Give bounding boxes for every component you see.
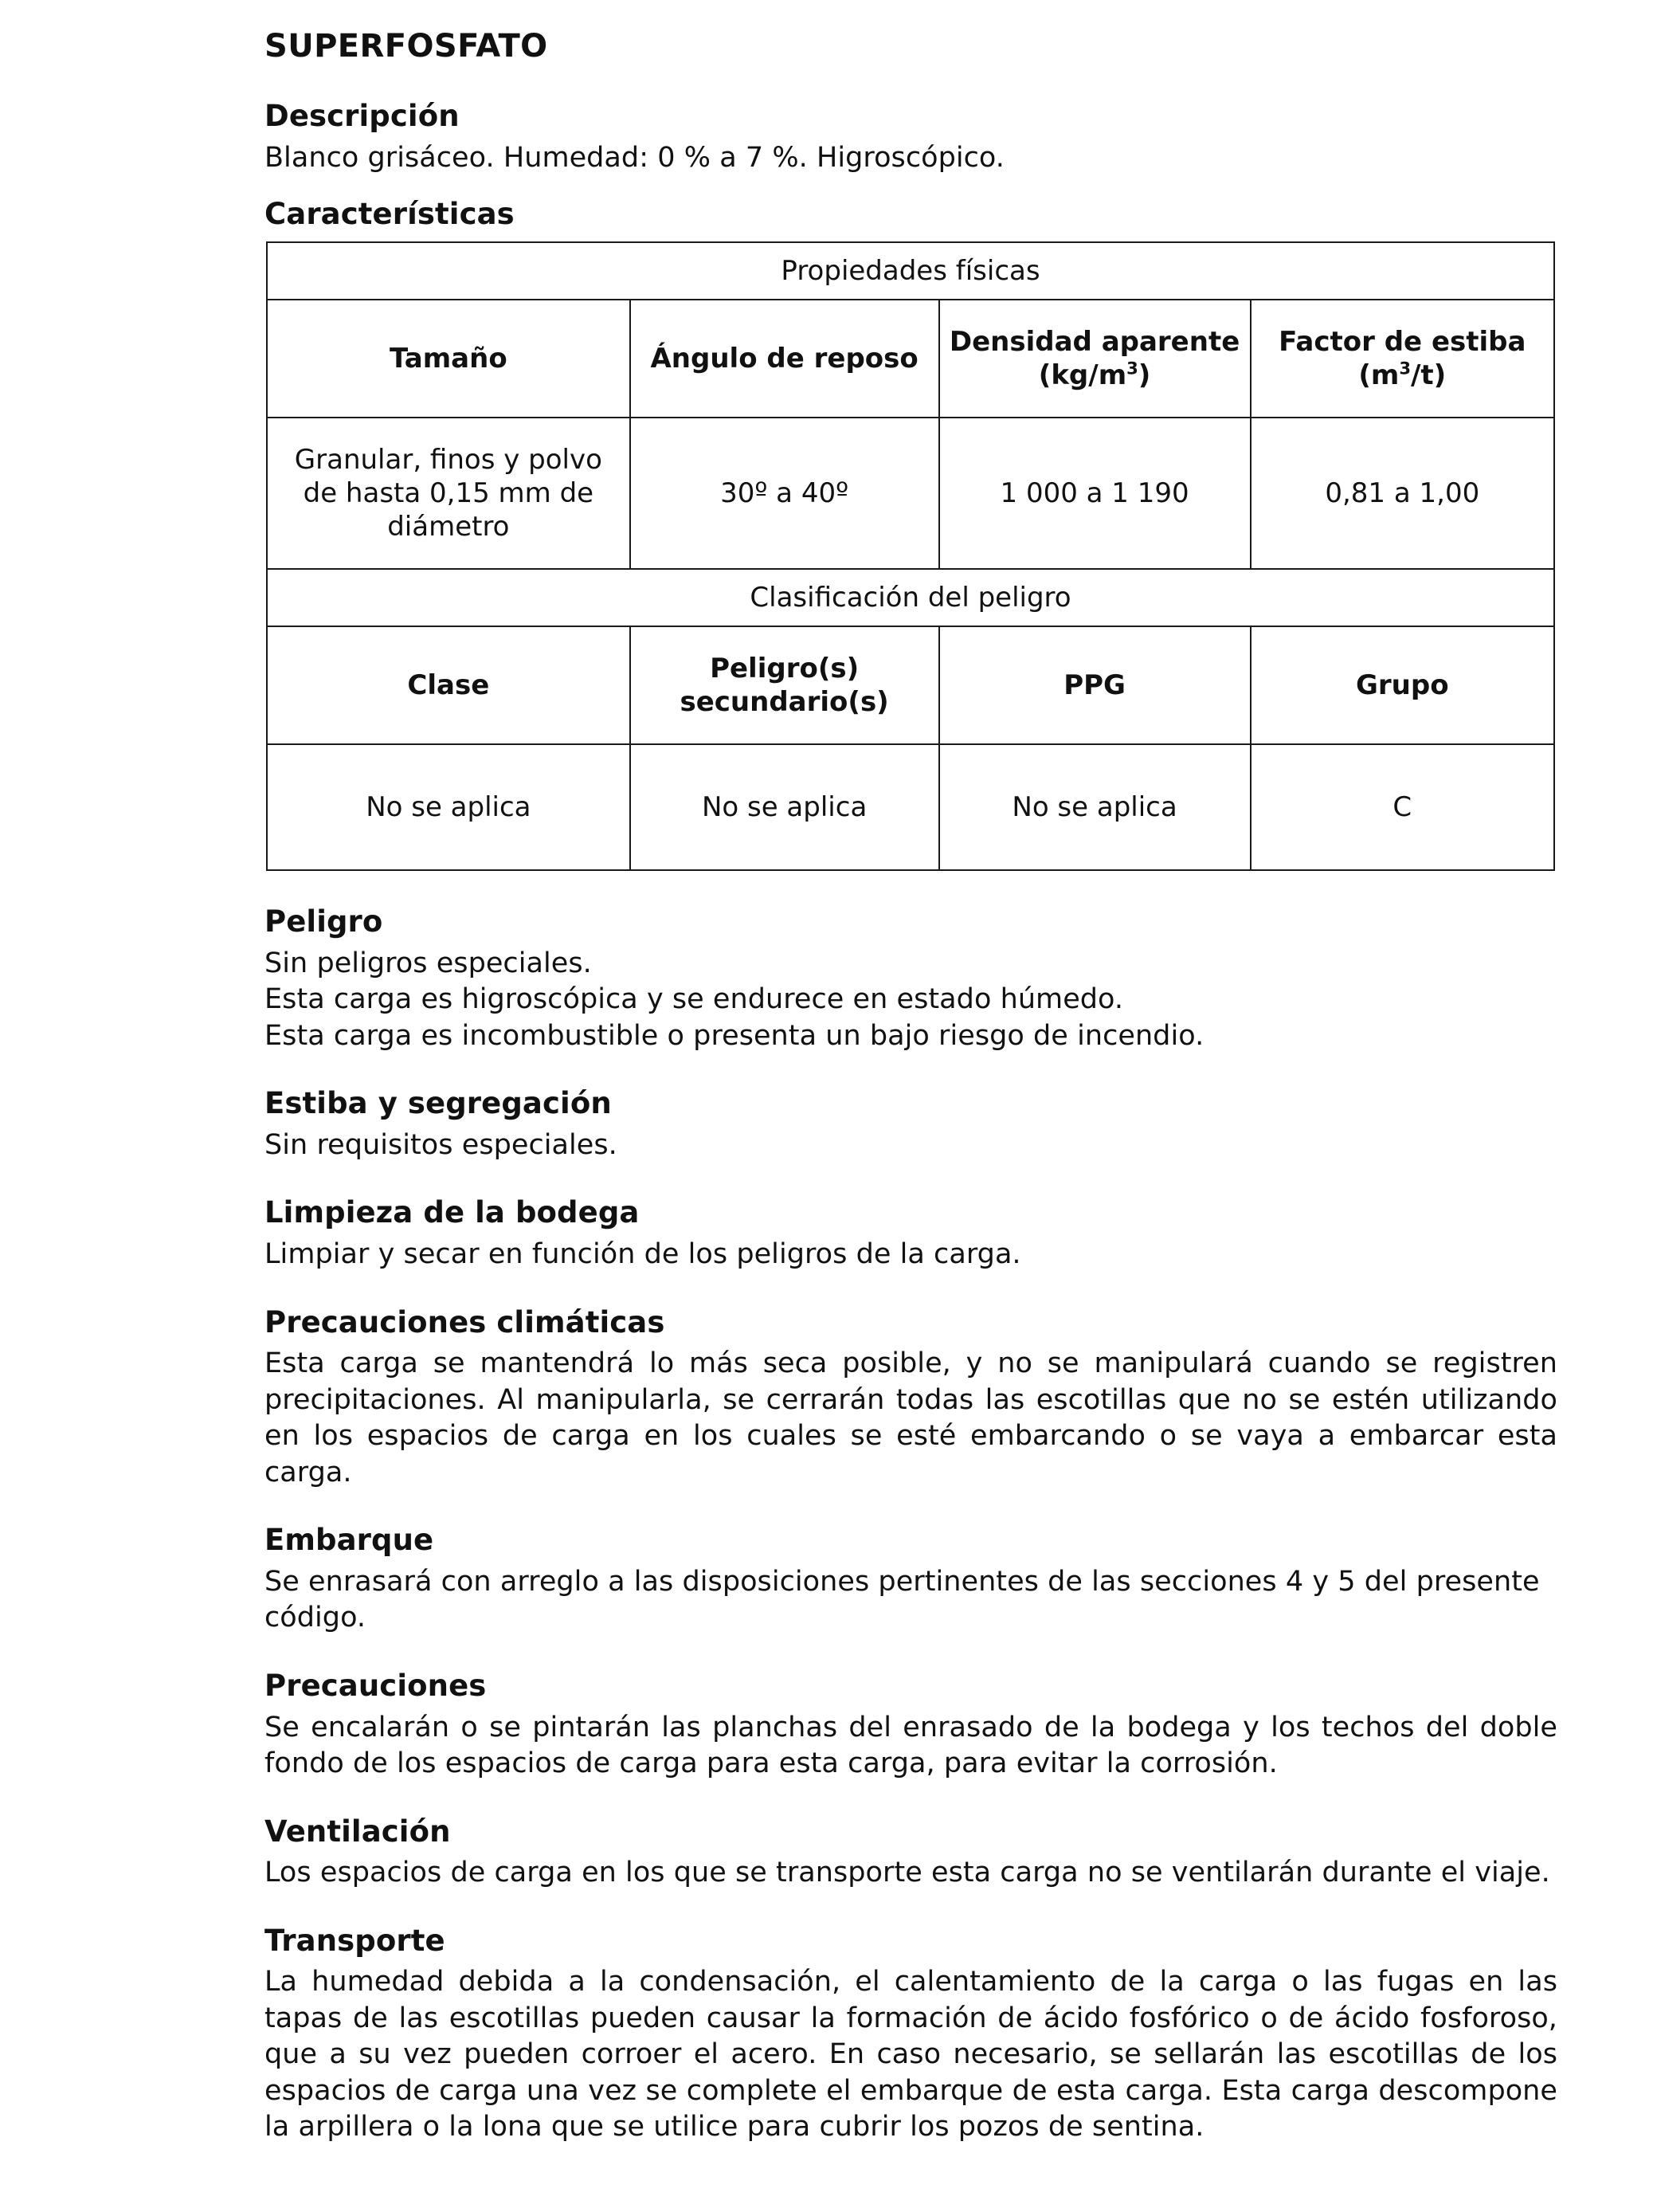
- heading-transporte: Transporte: [264, 1923, 445, 1958]
- characteristics-table: [266, 241, 1555, 871]
- band-title-physical: Propiedades físicas: [267, 242, 1554, 300]
- factor-unit-exponent: 3: [1399, 358, 1411, 378]
- value-ppg: No se aplica: [939, 744, 1251, 870]
- heading-limpieza-bodega: Limpieza de la bodega: [264, 1195, 640, 1230]
- value-clase: No se aplica: [267, 744, 630, 870]
- section-estiba-segregacion: [264, 1086, 1557, 1163]
- text-embarque: Se enrasará con arreglo a las disposiciones pertinentes de las secciones 4 y 5 del presente código.: [264, 1565, 1540, 1634]
- heading-estiba-segregacion: Estiba y segregación: [264, 1086, 612, 1121]
- section-caracteristicas: [264, 197, 1557, 871]
- spacer: [264, 176, 1557, 197]
- spacer: [264, 871, 1557, 904]
- text-precauciones-climaticas: Esta carga se mantendrá lo más seca posible, y no se manipulará cuando se registren precipitaciones. Al manipularla, se cerrarán todas las escotillas que no se estén utilizando en los espacios de carga en los cuales se esté embarcando o se vaya a embarcar esta carga.: [264, 1347, 1557, 1488]
- factor-unit-post: /t): [1411, 359, 1447, 391]
- column-header-peligros-secundarios: [630, 626, 939, 744]
- section-ventilacion: [264, 1814, 1557, 1892]
- section-precauciones-climaticas: [264, 1305, 1557, 1492]
- section-precauciones: [264, 1669, 1557, 1783]
- table-row-band-hazard: [267, 569, 1554, 626]
- value-grupo: C: [1251, 744, 1554, 870]
- table-row-values-hazard: [267, 744, 1554, 870]
- section-peligro: [264, 904, 1557, 1054]
- column-header-tamano: Tamaño: [267, 300, 630, 418]
- section-transporte: [264, 1924, 1557, 2146]
- band-title-hazard: Clasificación del peligro: [267, 569, 1554, 626]
- section-descripcion: [264, 99, 1557, 176]
- heading-precauciones: Precauciones: [264, 1668, 487, 1703]
- heading-descripcion: Descripción: [264, 99, 460, 133]
- text-precauciones: Se encalarán o se pintarán las planchas del enrasado de la bodega y los techos del doble fondo de los espacios de carga para esta carga, para evitar la corrosión.: [264, 1711, 1557, 1780]
- table-row-band-physical: [267, 242, 1554, 300]
- value-peligros-secundarios: No se aplica: [630, 744, 939, 870]
- section-limpieza-bodega: [264, 1195, 1557, 1273]
- densidad-unit-post: ): [1138, 359, 1151, 391]
- value-densidad-aparente: 1 000 a 1 190: [939, 418, 1251, 569]
- column-header-grupo: Grupo: [1251, 626, 1554, 744]
- column-header-angulo-reposo: Ángulo de reposo: [630, 300, 939, 418]
- table-row-headers-hazard: [267, 626, 1554, 744]
- page-title: SUPERFOSFATO: [264, 28, 548, 65]
- heading-precauciones-climaticas: Precauciones climáticas: [264, 1304, 665, 1339]
- peligros-line-1: Peligro(s): [710, 652, 860, 684]
- peligros-line-2: secundario(s): [680, 686, 889, 719]
- heading-embarque: Embarque: [264, 1523, 434, 1558]
- text-descripcion: Blanco grisáceo. Humedad: 0 % a 7 %. Higroscópico.: [264, 141, 1005, 174]
- column-header-densidad-aparente: [939, 300, 1251, 418]
- text-peligro-line-1: Sin peligros especiales.: [264, 947, 592, 979]
- text-transporte: La humedad debida a la condensación, el calentamiento de la carga o las fugas en las tapas de las escotillas pueden causar la formación de ácido fosfórico o de ácido fosforoso, que a su vez pueden corroer el acero. En caso necesario, se sellarán las escotillas de los espacios de carga una vez se complete el embarque de esta carga. Esta carga descompone la arpillera o la lona que se utilice para cubrir los pozos de sentina.: [264, 1966, 1557, 2143]
- text-peligro-line-2: Esta carga es higroscópica y se endurece en estado húmedo.: [264, 983, 1124, 1016]
- text-ventilacion: Los espacios de carga en los que se transporte esta carga no se ventilarán durante el viaje.: [264, 1857, 1550, 1889]
- value-factor-estiba: 0,81 a 1,00: [1251, 418, 1554, 569]
- factor-label: Factor de estiba: [1279, 325, 1526, 358]
- value-angulo-reposo: 30º a 40º: [630, 418, 939, 569]
- value-tamano: Granular, finos y polvo de hasta 0,15 mm de diámetro: [267, 418, 630, 569]
- text-estiba-segregacion: Sin requisitos especiales.: [264, 1128, 617, 1161]
- table-row-headers-physical: [267, 300, 1554, 418]
- column-header-clase: Clase: [267, 626, 630, 744]
- column-header-ppg: PPG: [939, 626, 1251, 744]
- column-header-factor-estiba: [1251, 300, 1554, 418]
- densidad-unit-pre: (kg/m: [1038, 359, 1127, 391]
- heading-caracteristicas: Características: [264, 197, 515, 232]
- densidad-label: Densidad aparente: [949, 325, 1240, 358]
- text-limpieza-bodega: Limpiar y secar en función de los peligros de la carga.: [264, 1238, 1021, 1271]
- section-embarque: [264, 1523, 1557, 1637]
- densidad-unit-exponent: 3: [1126, 358, 1138, 378]
- heading-ventilacion: Ventilación: [264, 1814, 451, 1849]
- factor-unit-pre: (m: [1358, 359, 1400, 391]
- table-row-values-physical: [267, 418, 1554, 569]
- heading-peligro: Peligro: [264, 904, 383, 939]
- text-peligro-line-3: Esta carga es incombustible o presenta un bajo riesgo de incendio.: [264, 1019, 1204, 1052]
